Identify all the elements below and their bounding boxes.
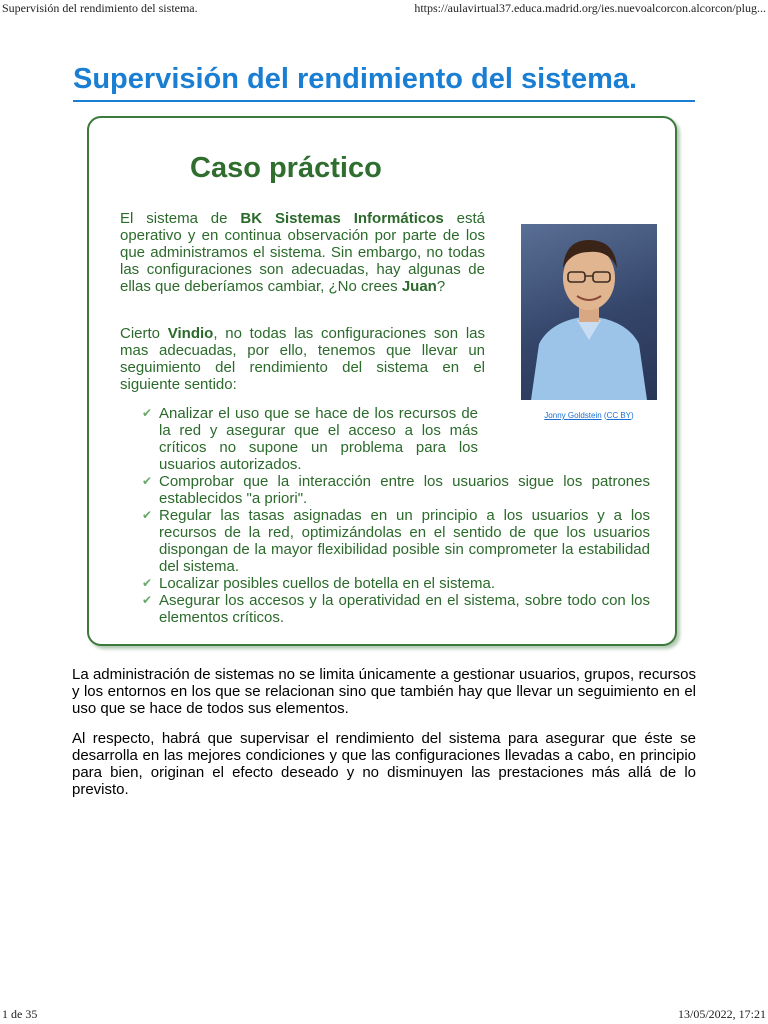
checkmark-icon: ✔ — [142, 576, 153, 590]
text-run: ? — [436, 278, 446, 295]
person-photo — [521, 224, 657, 400]
list-item — [137, 575, 650, 592]
list-item — [137, 507, 650, 575]
case-bullet-list — [137, 405, 650, 626]
text-run: está operativo y en continua observación por parte de los que administramos el sistema. Sin embargo, no todas las configuraciones son adecuadas, hay algunas de ellas que deberíamos cambiar, ¿No crees — [120, 210, 485, 295]
case-practice-box — [87, 116, 677, 646]
print-footer-datetime: 13/05/2022, 17:21 — [677, 1007, 766, 1021]
photo-license-link[interactable]: CC BY — [606, 411, 632, 420]
print-header-url: https://aulavirtual37.educa.madrid.org/ies.nuevoalcorcon.alcorcon/plug... — [414, 1, 766, 15]
checkmark-icon: ✔ — [142, 508, 153, 522]
case-heading: Caso práctico — [190, 152, 382, 184]
page-title: Supervisión del rendimiento del sistema. — [73, 60, 695, 102]
bold-name: Juan — [401, 278, 437, 295]
photo-author-link[interactable]: Jonny Goldstein — [544, 411, 602, 420]
checkmark-icon: ✔ — [142, 474, 153, 488]
text-run: , no todas las configuraciones son las mas adecuadas, por ello, tenemos que llevar un seguimiento del rendimiento del sistema en el siguiente sentido: — [120, 325, 485, 393]
print-footer — [0, 1006, 768, 1024]
list-item — [137, 592, 650, 626]
person-photo-illustration — [521, 224, 657, 400]
list-item-text: Asegurar los accesos y la operatividad en el sistema, sobre todo con los elementos críticos. — [159, 592, 650, 626]
bold-name: Vindio — [167, 325, 214, 342]
photo-caption: Jonny Goldstein (CC BY) — [544, 411, 634, 420]
list-item — [137, 405, 478, 473]
body-paragraph-2: Al respecto, habrá que supervisar el rendimiento del sistema para asegurar que éste se desarrolla en las mejores condiciones y que las configuraciones llevadas a cabo, en principio para bien, originan el efecto deseado y no disminuyen las prestaciones más allá de lo previsto. — [72, 730, 696, 798]
body-paragraph-1: La administración de sistemas no se limita únicamente a gestionar usuarios, grupos, recursos y los entornos en los que se relacionan sino que también hay que llevar un seguimiento en el uso que se hace de todos sus elementos. — [72, 666, 696, 717]
bold-name: BK Sistemas Informáticos — [240, 210, 444, 227]
text-run: Cierto — [120, 325, 168, 342]
print-header-title: Supervisión del rendimiento del sistema. — [2, 1, 198, 15]
print-header — [0, 0, 768, 18]
list-item — [137, 473, 650, 507]
case-paragraph-2 — [120, 325, 485, 393]
print-footer-page: 1 de 35 — [2, 1007, 38, 1021]
case-paragraph-1 — [120, 210, 485, 295]
checkmark-icon: ✔ — [142, 593, 153, 607]
list-item-text: Comprobar que la interacción entre los usuarios sigue los patrones establecidos "a priori". — [159, 473, 650, 507]
list-item-text: Analizar el uso que se hace de los recursos de la red y asegurar que el acceso a los más críticos no supone un problema para los usuarios autorizados. — [159, 405, 478, 473]
list-item-text: Regular las tasas asignadas en un principio a los usuarios y a los recursos de la red, optimizándolas en el sentido de que los usuarios dispongan de la mayor flexibilidad posible sin comprometer la estabilidad del sistema. — [159, 507, 650, 575]
list-item-text: Localizar posibles cuellos de botella en el sistema. — [159, 575, 496, 592]
checkmark-icon: ✔ — [142, 406, 153, 420]
text-run: El sistema de — [120, 210, 241, 227]
